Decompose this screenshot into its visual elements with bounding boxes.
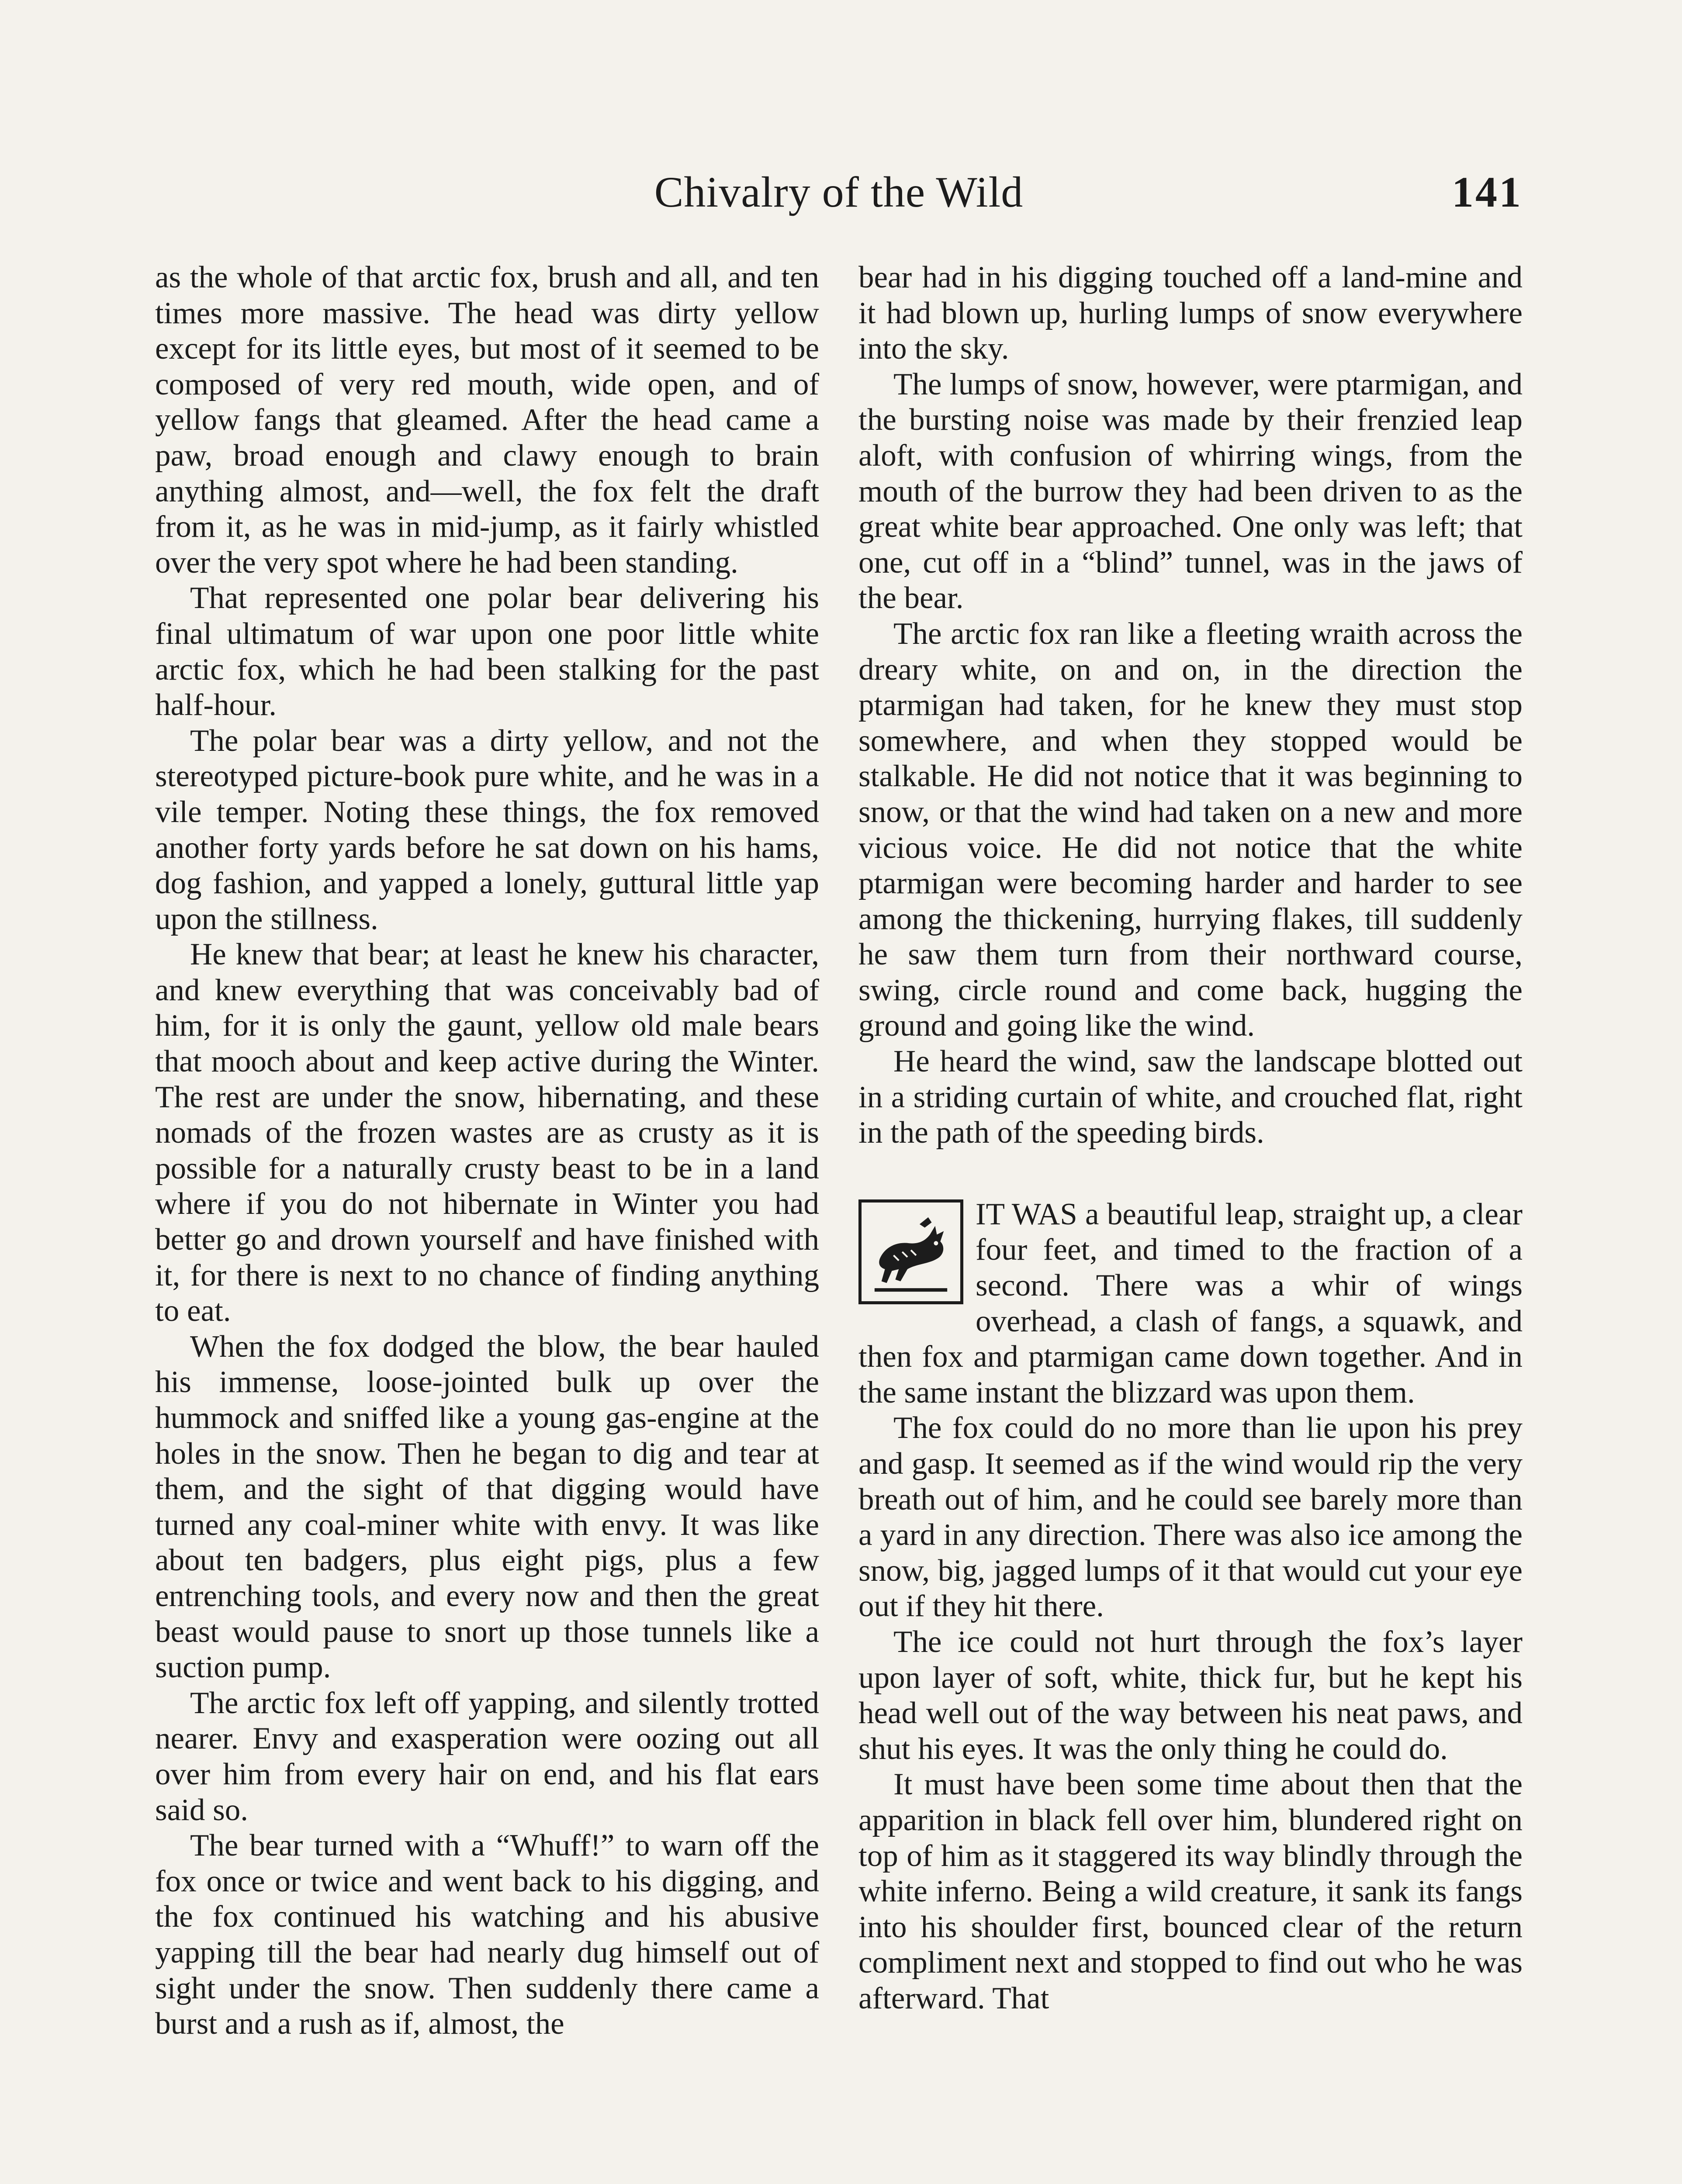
paragraph: That represented one polar bear delivering his final ultimatum of war upon one poor little white arctic fox, which he had been stalking for the past half-hour. (155, 581, 819, 722)
ornamental-initial-fox-icon (858, 1199, 963, 1304)
right-column (858, 260, 1523, 2017)
paragraph: It must have been some time about then that the apparition in black fell over him, blundered right on top of him as it staggered its way blindly through the white inferno. Being a wild creature, it sank its fangs into his shoulder first, bounced clear of the return compliment next and stopped to find out who he was afterward. That (858, 1767, 1523, 2015)
paragraph: The arctic fox left off yapping, and silently trotted nearer. Envy and exasperation were oozing out all over him from every hair on end, and his flat ears said so. (155, 1686, 819, 1827)
left-column (155, 260, 819, 2042)
paragraph: The bear turned with a “Whuff!” to warn off the fox once or twice and went back to his digging, and the fox continued his watching and his abusive yapping till the bear had nearly dug himself out of sight under the snow. Then suddenly there came a burst and a rush as if, almost, the (155, 1828, 819, 2041)
paragraph: He knew that bear; at least he knew his character, and knew everything that was conceivably bad of him, for it is only the gaunt, yellow old male bears that mooch about and keep active during the Winter. The rest are under the snow, hibernating, and these nomads of the frozen wastes are as crusty as it is possible for a naturally crusty beast to be in a land where if you do not hibernate in Winter you had better go and drown yourself and have finished with it, for there is next to no chance of finding anything to eat. (155, 937, 819, 1328)
paragraph: He heard the wind, saw the landscape blotted out in a striding curtain of white, and crouched flat, right in the path of the speeding birds. (858, 1044, 1523, 1150)
section-break (858, 1151, 1523, 1197)
running-title: Chivalry of the Wild (654, 168, 1024, 216)
paragraph: The lumps of snow, however, were ptarmigan, and the bursting noise was made by their frenzied leap aloft, with confusion of whirring wings, from the mouth of the burrow they had been driven to as the great white bear approached. One only was left; that one, cut off in a “blind” tunnel, was in the jaws of the bear. (858, 367, 1523, 615)
paragraph: as the whole of that arctic fox, brush and all, and ten times more massive. The head was dirty yellow except for its little eyes, but most of it seemed to be composed of very red mouth, wide open, and of yellow fangs that gleamed. After the head came a paw, broad enough and clawy enough to brain anything almost, and—well, the fox felt the draft from it, as he was in mid-jump, as it fairly whistled over the very spot where he had been standing. (155, 260, 819, 580)
paragraph: bear had in his digging touched off a land-mine and it had blown up, hurling lumps of snow everywhere into the sky. (858, 260, 1523, 366)
paragraph: When the fox dodged the blow, the bear hauled his immense, loose-jointed bulk up over the hummock and sniffed like a young gas-engine at the holes in the snow. Then he began to dig and tear at them, and the sight of that digging would have turned any coal-miner white with envy. It was like about ten badgers, plus eight pigs, plus a few entrenching tools, and every now and then the great beast would pause to snort up those tunnels like a suction pump. (155, 1329, 819, 1685)
section-opening-text: IT WAS a beautiful leap, straight up, a clear four feet, and timed to the fraction of a second. There was a whir of wings overhead, a clash of fangs, a squawk, and then fox and ptarmigan came down together. And in the same instant the blizzard was upon them. (858, 1197, 1523, 1410)
section-opening-paragraph (858, 1197, 1523, 1411)
page-header (155, 162, 1523, 223)
paragraph: The polar bear was a dirty yellow, and not the stereotyped picture-book pure white, and he was in a vile temper. Noting these things, the fox removed another forty yards before he sat down on his hams, dog fashion, and yapped a lonely, guttural little yap upon the stillness. (155, 723, 819, 936)
paragraph: The arctic fox ran like a fleeting wraith across the dreary white, on and on, in the direction the ptarmigan had taken, for he knew they must stop somewhere, and when they stopped would be stalkable. He did not notice that it was beginning to snow, or that the wind had taken on a new and more vicious voice. He did not notice that the white ptarmigan were becoming harder and harder to see among the thickening, hurrying flakes, till suddenly he saw them turn from their northward course, swing, circle round and come back, hugging the ground and going like the wind. (858, 616, 1523, 1043)
page-number: 141 (1452, 168, 1523, 216)
paragraph: The fox could do no more than lie upon his prey and gasp. It seemed as if the wind would rip the very breath out of him, and he could see barely more than a yard in any direction. There was also ice among the snow, big, jagged lumps of it that would cut your eye out if they hit there. (858, 1411, 1523, 1624)
paragraph: The ice could not hurt through the fox’s layer upon layer of soft, white, thick fur, but he kept his head well out of the way between his neat paws, and shut his eyes. It was the only thing he could do. (858, 1624, 1523, 1766)
